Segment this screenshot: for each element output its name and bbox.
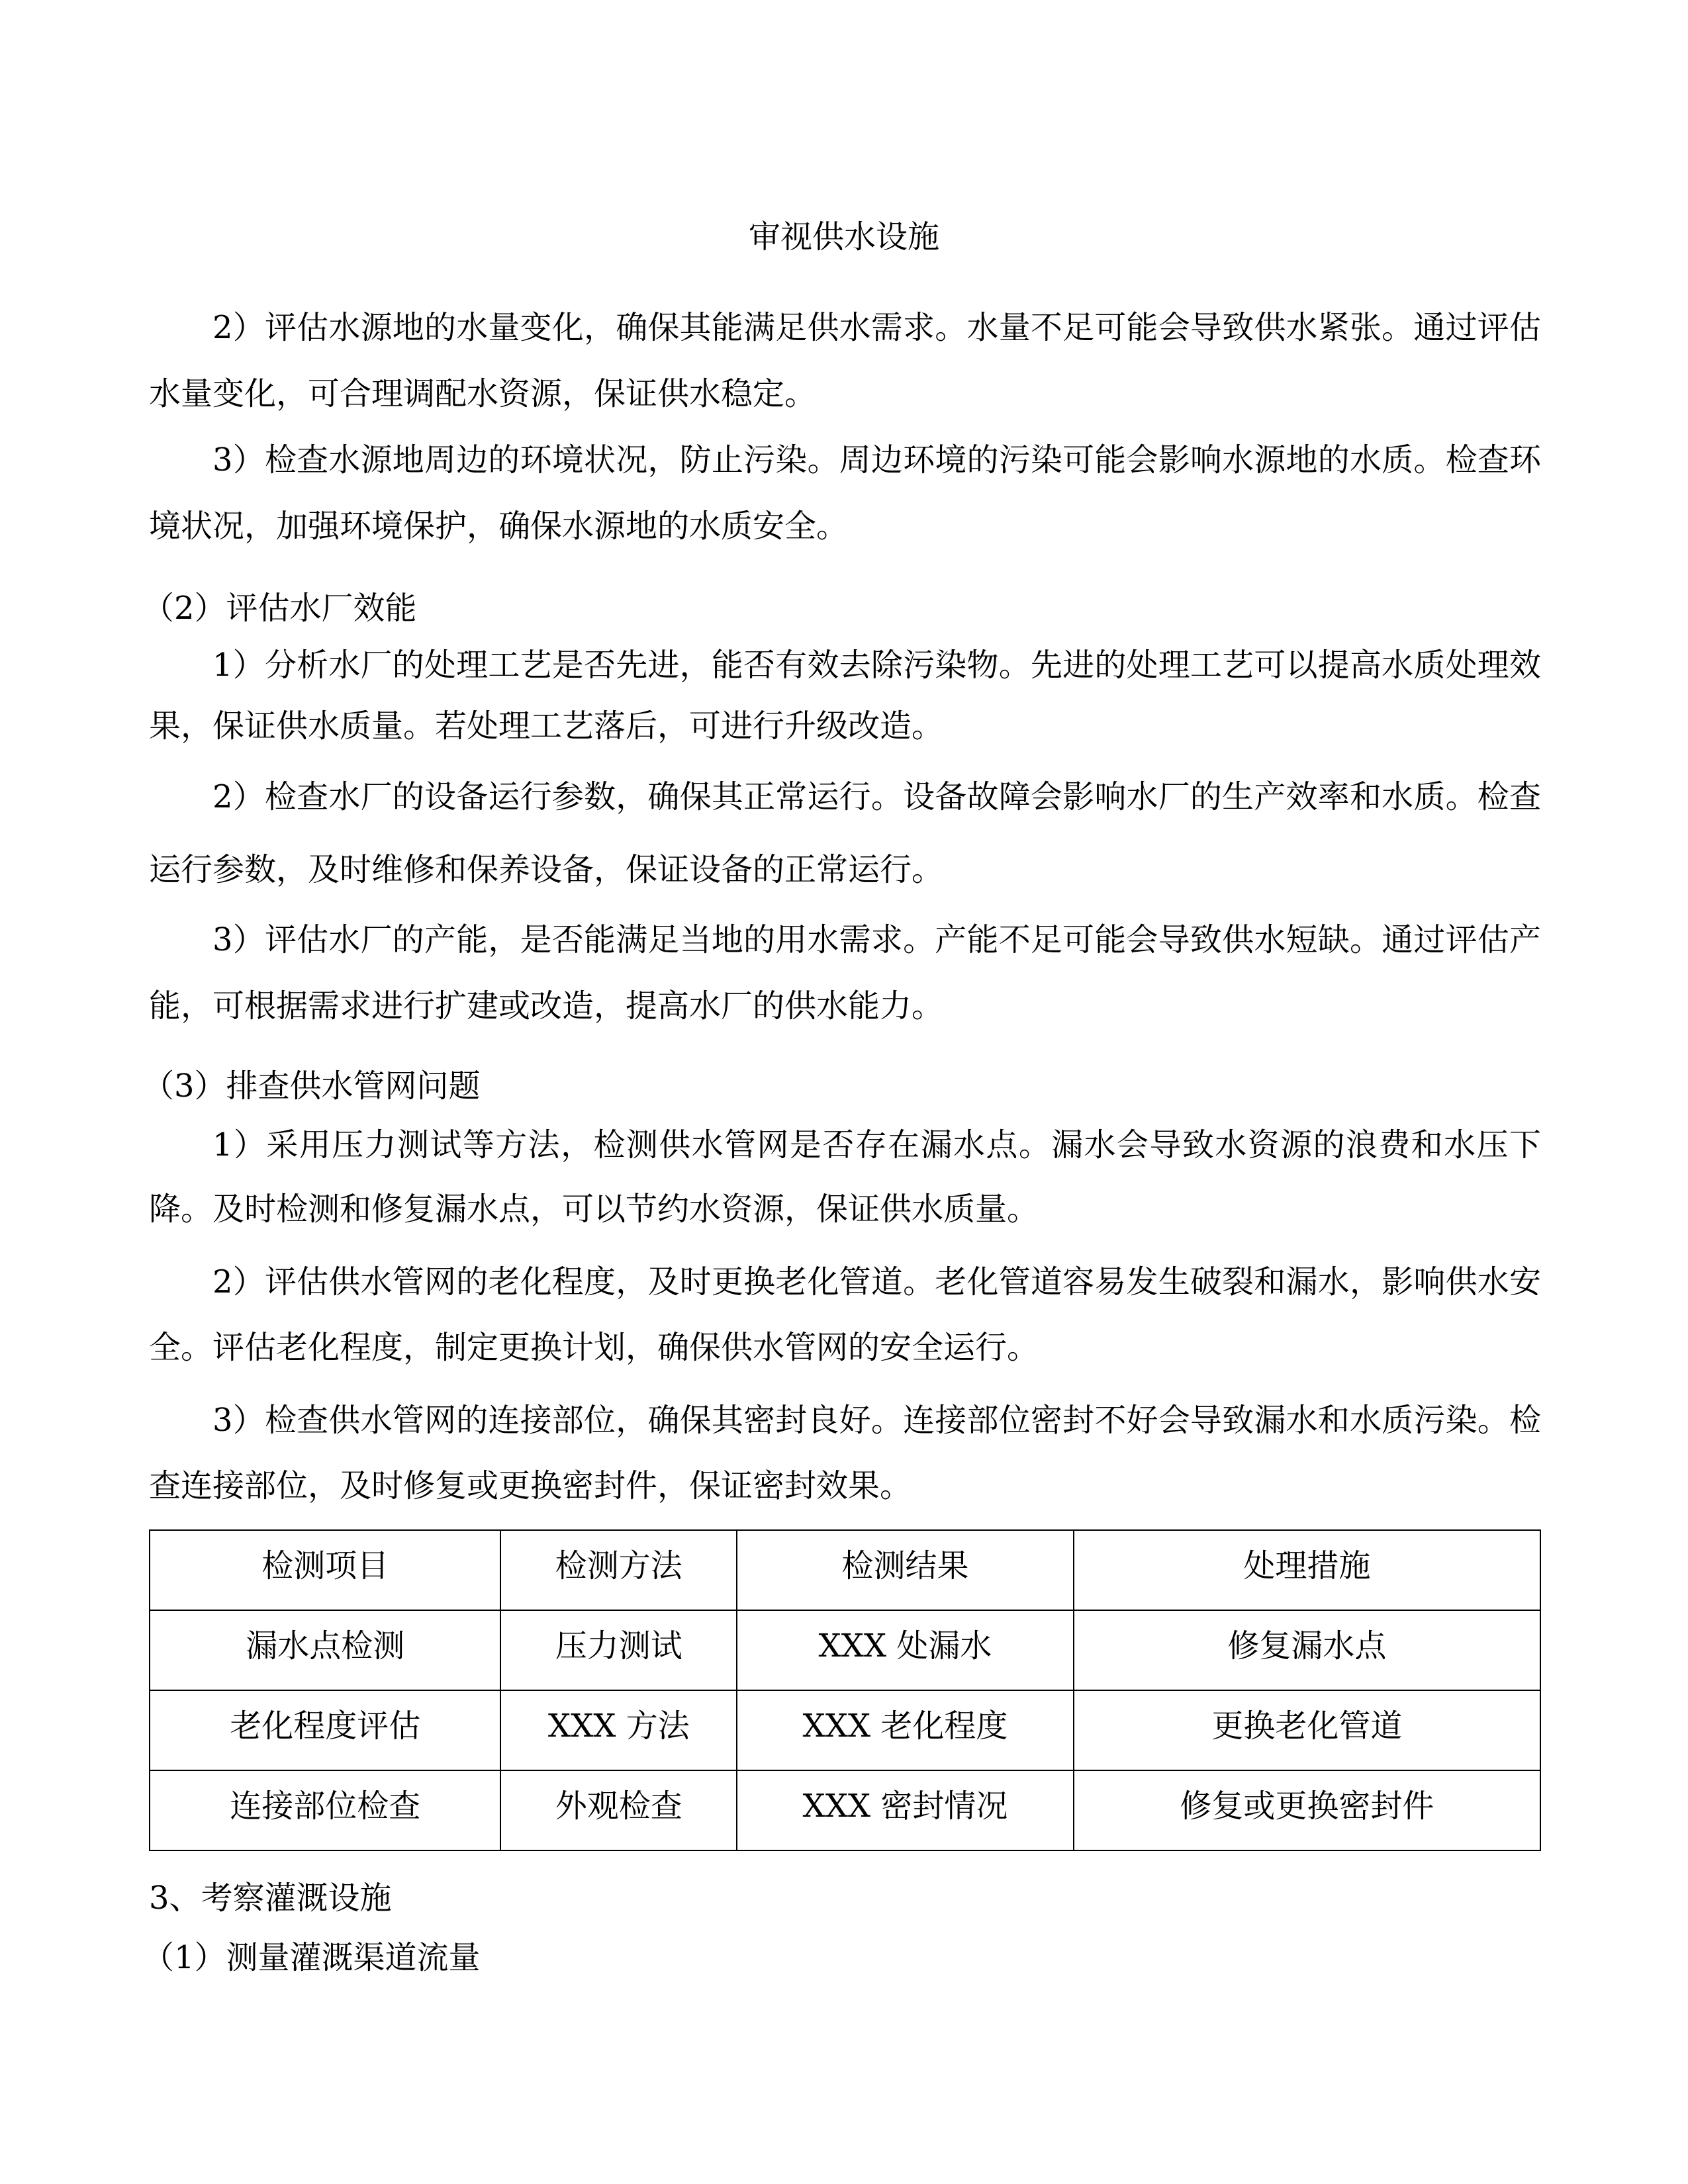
paragraph: 3）检查供水管网的连接部位，确保其密封良好。连接部位密封不好会导致漏水和水质污染。检查连接部位，及时修复或更换密封件，保证密封效果。 — [149, 1402, 1541, 1504]
table-header-cell: 检测结果 — [737, 1530, 1074, 1610]
table-header-row — [150, 1530, 1540, 1610]
paragraph: 2）评估水源地的水量变化，确保其能满足供水需求。水量不足可能会导致供水紧张。通过评估水量变化，可合理调配水资源，保证供水稳定。 — [149, 309, 1541, 412]
table-header-cell: 检测项目 — [150, 1530, 500, 1610]
table-header-cell: 检测方法 — [500, 1530, 737, 1610]
table-cell: XXX 老化程度 — [737, 1690, 1074, 1770]
section-heading: （3）排查供水管网问题 — [142, 1068, 481, 1105]
table-cell: 老化程度评估 — [150, 1690, 500, 1770]
page-title: 审视供水设施 — [748, 218, 939, 255]
table-row — [150, 1610, 1540, 1690]
table-cell: 修复漏水点 — [1074, 1610, 1540, 1690]
table-cell: 漏水点检测 — [150, 1610, 500, 1690]
table-cell: 更换老化管道 — [1074, 1690, 1540, 1770]
table-cell: 修复或更换密封件 — [1074, 1770, 1540, 1850]
paragraph: 1）采用压力测试等方法，检测供水管网是否存在漏水点。漏水会导致水资源的浪费和水压下降。及时检测和修复漏水点，可以节约水资源，保证供水质量。 — [149, 1126, 1541, 1228]
paragraph: 2）评估供水管网的老化程度，及时更换老化管道。老化管道容易发生破裂和漏水，影响供水安全。评估老化程度，制定更换计划，确保供水管网的安全运行。 — [149, 1263, 1541, 1366]
table-cell: 压力测试 — [500, 1610, 737, 1690]
section-heading: 3、考察灌溉设施 — [149, 1880, 392, 1917]
paragraph: 3）检查水源地周边的环境状况，防止污染。周边环境的污染可能会影响水源地的水质。检查环境状况，加强环境保护，确保水源地的水质安全。 — [149, 441, 1541, 545]
table-cell: XXX 方法 — [500, 1690, 737, 1770]
table-row — [150, 1770, 1540, 1850]
paragraph: 1）分析水厂的处理工艺是否先进，能否有效去除污染物。先进的处理工艺可以提高水质处理效果，保证供水质量。若处理工艺落后，可进行升级改造。 — [149, 647, 1541, 745]
paragraph: 3）评估水厂的产能，是否能满足当地的用水需求。产能不足可能会导致供水短缺。通过评估产能，可根据需求进行扩建或改造，提高水厂的供水能力。 — [149, 921, 1541, 1024]
section-heading: （1）测量灌溉渠道流量 — [142, 1939, 481, 1976]
table-cell: 外观检查 — [500, 1770, 737, 1850]
inspection-table — [149, 1529, 1541, 1851]
table-row — [150, 1690, 1540, 1770]
table-cell: 连接部位检查 — [150, 1770, 500, 1850]
paragraph: 2）检查水厂的设备运行参数，确保其正常运行。设备故障会影响水厂的生产效率和水质。检查运行参数，及时维修和保养设备，保证设备的正常运行。 — [149, 778, 1541, 888]
table-cell: XXX 处漏水 — [737, 1610, 1074, 1690]
section-heading: （2）评估水厂效能 — [142, 590, 417, 627]
table-header-cell: 处理措施 — [1074, 1530, 1540, 1610]
table-cell: XXX 密封情况 — [737, 1770, 1074, 1850]
